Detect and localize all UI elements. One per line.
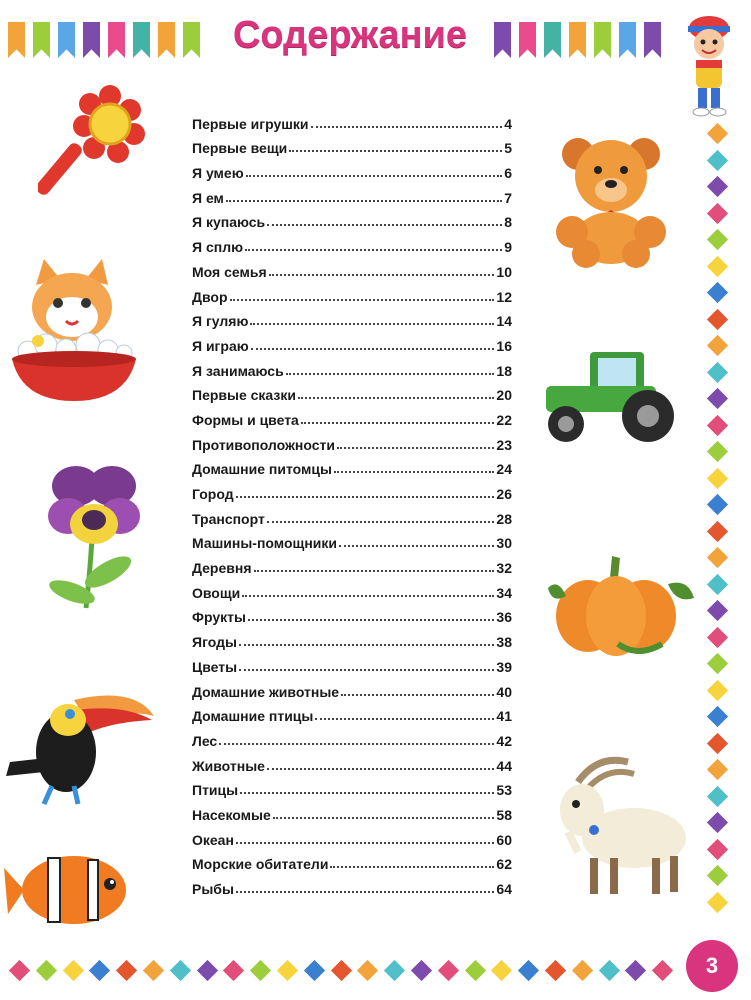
diamond-decoration bbox=[598, 960, 619, 981]
toc-entry-page: 14 bbox=[496, 313, 512, 330]
toc-entry-title: Первые сказки bbox=[192, 387, 296, 404]
toc-entry-title: Я занимаюсь bbox=[192, 362, 284, 379]
dot-leader bbox=[269, 274, 495, 276]
toc-entry bbox=[192, 724, 512, 749]
diamond-decoration bbox=[464, 960, 485, 981]
toc-entry-page: 6 bbox=[504, 165, 512, 182]
toc-entry bbox=[192, 527, 512, 552]
dot-leader bbox=[242, 595, 494, 597]
toc-entry bbox=[192, 774, 512, 799]
dot-leader bbox=[311, 126, 503, 128]
diamond-decoration bbox=[707, 785, 728, 806]
diamond-decoration bbox=[707, 414, 728, 435]
dot-leader bbox=[337, 447, 494, 449]
diamond-decoration bbox=[707, 176, 728, 197]
bunting-flag bbox=[133, 22, 150, 58]
toc-entry-page: 36 bbox=[496, 609, 512, 626]
toc-entry bbox=[192, 625, 512, 650]
toc-entry-title: Цветы bbox=[192, 658, 238, 675]
diamond-decoration bbox=[707, 149, 728, 170]
toc-entry-title: Первые игрушки bbox=[192, 115, 309, 132]
dot-leader bbox=[254, 570, 495, 572]
diamond-decoration bbox=[707, 335, 728, 356]
toc-entry-title: Первые вещи bbox=[192, 140, 288, 157]
diamond-decoration bbox=[277, 960, 298, 981]
toc-entry-page: 39 bbox=[496, 658, 512, 675]
toc-entry-page: 44 bbox=[496, 757, 512, 774]
diamond-decoration bbox=[89, 960, 110, 981]
dot-leader bbox=[301, 422, 495, 424]
toc-entry-title: Животные bbox=[192, 757, 265, 774]
toc-entry-page: 42 bbox=[496, 732, 512, 749]
toc-entry-title: Я ем bbox=[192, 189, 224, 206]
dot-leader bbox=[239, 669, 494, 671]
table-of-contents bbox=[192, 107, 512, 897]
diamond-decoration bbox=[384, 960, 405, 981]
rattle-icon bbox=[38, 78, 148, 196]
diamond-decoration bbox=[707, 891, 728, 912]
toc-entry bbox=[192, 403, 512, 428]
diamond-decoration bbox=[707, 838, 728, 859]
diamond-decoration bbox=[518, 960, 539, 981]
toc-entry-page: 58 bbox=[496, 806, 512, 823]
toc-entry-page: 18 bbox=[496, 362, 512, 379]
diamond-decoration bbox=[707, 653, 728, 674]
diamond-decoration bbox=[411, 960, 432, 981]
diamond-decoration bbox=[707, 123, 728, 144]
dot-leader bbox=[248, 619, 495, 621]
toc-entry bbox=[192, 329, 512, 354]
diamond-decoration bbox=[707, 467, 728, 488]
diamond-decoration bbox=[707, 732, 728, 753]
toc-entry-title: Фрукты bbox=[192, 609, 246, 626]
toc-entry-title: Двор bbox=[192, 288, 228, 305]
toc-entry-title: Я гуляю bbox=[192, 313, 249, 330]
bunting-flag bbox=[158, 22, 175, 58]
dot-leader bbox=[339, 545, 494, 547]
diamond-decoration bbox=[707, 679, 728, 700]
dot-leader bbox=[226, 200, 502, 202]
toc-entry-page: 8 bbox=[504, 214, 512, 231]
toc-entry bbox=[192, 181, 512, 206]
toc-entry-page: 9 bbox=[504, 239, 512, 256]
bunting-flag bbox=[494, 22, 511, 58]
diamond-decoration bbox=[707, 308, 728, 329]
toc-entry-page: 12 bbox=[496, 288, 512, 305]
toc-entry-page: 53 bbox=[496, 782, 512, 799]
bunting-flag bbox=[619, 22, 636, 58]
diamond-decoration bbox=[707, 441, 728, 462]
toc-entry bbox=[192, 354, 512, 379]
toc-entry-page: 32 bbox=[496, 560, 512, 577]
toc-entry bbox=[192, 749, 512, 774]
dot-leader bbox=[334, 471, 495, 473]
toc-entry bbox=[192, 477, 512, 502]
toc-entry-title: Я умею bbox=[192, 165, 244, 182]
toc-entry-page: 10 bbox=[496, 263, 512, 280]
toc-entry bbox=[192, 551, 512, 576]
clownfish-icon bbox=[4, 850, 130, 930]
dot-leader bbox=[330, 866, 494, 868]
diamond-decoration bbox=[707, 229, 728, 250]
diamond-decoration bbox=[707, 812, 728, 833]
toc-entry-title: Домашние питомцы bbox=[192, 461, 332, 478]
bunting-flag bbox=[108, 22, 125, 58]
diamond-decoration bbox=[545, 960, 566, 981]
dot-leader bbox=[230, 299, 495, 301]
bunting-flag bbox=[58, 22, 75, 58]
toc-entry-title: Я купаюсь bbox=[192, 214, 266, 231]
toc-entry-title: Транспорт bbox=[192, 510, 265, 527]
toc-entry-page: 30 bbox=[496, 535, 512, 552]
dot-leader bbox=[315, 718, 494, 720]
dot-leader bbox=[239, 644, 495, 646]
diamond-decoration bbox=[707, 388, 728, 409]
bunting-flag bbox=[544, 22, 561, 58]
diamond-decoration bbox=[652, 960, 673, 981]
bunting-flag bbox=[594, 22, 611, 58]
toc-entry bbox=[192, 650, 512, 675]
toc-entry-page: 20 bbox=[496, 387, 512, 404]
page-number: 3 bbox=[686, 940, 738, 992]
diamond-decoration bbox=[196, 960, 217, 981]
toc-entry-page: 23 bbox=[496, 436, 512, 453]
toc-entry bbox=[192, 700, 512, 725]
diamond-decoration bbox=[625, 960, 646, 981]
bunting-flag bbox=[569, 22, 586, 58]
toc-entry-title: Птицы bbox=[192, 782, 239, 799]
toc-entry-page: 7 bbox=[504, 189, 512, 206]
bunting-flag bbox=[519, 22, 536, 58]
dot-leader bbox=[267, 521, 495, 523]
diamond-decoration bbox=[707, 759, 728, 780]
diamond-decoration bbox=[223, 960, 244, 981]
toc-entry-page: 5 bbox=[504, 140, 512, 157]
diamond-decoration bbox=[330, 960, 351, 981]
toc-entry-page: 26 bbox=[496, 486, 512, 502]
diamond-decoration bbox=[707, 626, 728, 647]
toc-entry-title: Лес bbox=[192, 732, 218, 749]
dot-leader bbox=[341, 694, 494, 696]
toc-entry-page: 16 bbox=[496, 337, 512, 354]
dot-leader bbox=[251, 348, 495, 350]
toc-entry-title: Домашние животные bbox=[192, 683, 340, 700]
dot-leader bbox=[267, 224, 502, 226]
toc-entry-page: 4 bbox=[504, 115, 512, 132]
toc-entry bbox=[192, 156, 512, 181]
dot-leader bbox=[273, 817, 495, 819]
toc-entry bbox=[192, 428, 512, 453]
bunting-flag bbox=[33, 22, 50, 58]
toc-entry-page: 64 bbox=[496, 881, 512, 897]
toc-entry bbox=[192, 132, 512, 157]
dot-leader bbox=[246, 175, 503, 177]
toc-entry-title: Морские обитатели bbox=[192, 856, 329, 873]
toc-entry-page: 24 bbox=[496, 461, 512, 478]
toc-entry-title: Овощи bbox=[192, 584, 241, 601]
diamond-decoration bbox=[36, 960, 57, 981]
diamond-decoration bbox=[707, 361, 728, 382]
toucan-icon bbox=[4, 676, 154, 806]
toc-entry-title: Моя семья bbox=[192, 263, 267, 280]
toc-entry-title: Противоположности bbox=[192, 436, 335, 453]
diamond-decoration bbox=[357, 960, 378, 981]
toc-entry bbox=[192, 848, 512, 873]
toc-entry-page: 28 bbox=[496, 510, 512, 527]
pumpkin-icon bbox=[538, 548, 700, 658]
toc-entry-page: 22 bbox=[496, 411, 512, 428]
toc-entry bbox=[192, 823, 512, 848]
dot-leader bbox=[298, 397, 494, 399]
diamond-decoration bbox=[572, 960, 593, 981]
diamond-decoration bbox=[707, 520, 728, 541]
toc-entry bbox=[192, 255, 512, 280]
dot-leader bbox=[250, 323, 494, 325]
bunting-left bbox=[8, 22, 200, 66]
teddy-bear-icon bbox=[552, 132, 670, 268]
dot-leader bbox=[245, 249, 502, 251]
diamond-decoration bbox=[438, 960, 459, 981]
diamond-decoration bbox=[707, 255, 728, 276]
dot-leader bbox=[240, 792, 494, 794]
diamond-decoration bbox=[707, 494, 728, 515]
toc-entry-page: 41 bbox=[496, 708, 512, 725]
dot-leader bbox=[236, 496, 495, 498]
toc-entry-title: Деревня bbox=[192, 560, 252, 577]
boy-mascot-icon bbox=[678, 8, 740, 120]
bunting-flag bbox=[83, 22, 100, 58]
toc-entry bbox=[192, 305, 512, 330]
tractor-icon bbox=[536, 346, 686, 446]
dot-leader bbox=[267, 768, 494, 770]
toc-entry-title: Океан bbox=[192, 831, 234, 848]
diamond-decoration bbox=[707, 706, 728, 727]
diamond-decoration bbox=[491, 960, 512, 981]
toc-entry bbox=[192, 230, 512, 255]
diamond-decoration bbox=[707, 547, 728, 568]
dot-leader bbox=[289, 150, 502, 152]
toc-entry-title: Я сплю bbox=[192, 239, 244, 256]
dot-leader bbox=[219, 743, 494, 745]
dot-leader bbox=[286, 373, 495, 375]
diamond-decoration bbox=[9, 960, 30, 981]
toc-entry-page: 34 bbox=[496, 584, 512, 601]
toc-entry bbox=[192, 453, 512, 478]
toc-entry-title: Ягоды bbox=[192, 634, 237, 651]
diamond-decoration bbox=[304, 960, 325, 981]
bunting-flag bbox=[183, 22, 200, 58]
toc-entry bbox=[192, 280, 512, 305]
diamond-decoration bbox=[116, 960, 137, 981]
diamond-decoration bbox=[707, 282, 728, 303]
toc-entry-title: Насекомые bbox=[192, 806, 271, 823]
toc-entry bbox=[192, 379, 512, 404]
bunting-flag bbox=[8, 22, 25, 58]
toc-entry-page: 60 bbox=[496, 831, 512, 848]
dot-leader bbox=[236, 891, 495, 893]
toc-entry bbox=[192, 107, 512, 132]
toc-entry-title: Я играю bbox=[192, 337, 249, 354]
dot-leader bbox=[236, 842, 494, 844]
toc-entry bbox=[192, 502, 512, 527]
toc-entry-page: 40 bbox=[496, 683, 512, 700]
toc-entry-title: Машины-помощники bbox=[192, 535, 338, 552]
toc-entry-title: Формы и цвета bbox=[192, 411, 299, 428]
toc-entry-page: 38 bbox=[496, 634, 512, 651]
toc-entry-title: Домашние птицы bbox=[192, 708, 314, 725]
pansy-flower-icon bbox=[46, 462, 144, 612]
diamond-decoration bbox=[62, 960, 83, 981]
diamond-decoration bbox=[250, 960, 271, 981]
toc-entry bbox=[192, 798, 512, 823]
bunting-flag bbox=[644, 22, 661, 58]
toc-entry bbox=[192, 601, 512, 626]
diamond-decoration bbox=[143, 960, 164, 981]
goat-icon bbox=[538, 752, 698, 900]
bunting-right bbox=[494, 22, 661, 66]
page-title: Содержание bbox=[232, 14, 468, 56]
toc-entry bbox=[192, 675, 512, 700]
toc-entry bbox=[192, 576, 512, 601]
toc-entry-title: Рыбы bbox=[192, 881, 234, 897]
toc-entry bbox=[192, 872, 512, 897]
toc-entry-title: Город bbox=[192, 486, 234, 502]
toc-entry bbox=[192, 206, 512, 231]
diamond-decoration bbox=[707, 600, 728, 621]
kitten-in-bath-icon bbox=[8, 255, 140, 405]
toc-entry-page: 62 bbox=[496, 856, 512, 873]
diamond-decoration bbox=[170, 960, 191, 981]
diamond-decoration bbox=[707, 865, 728, 886]
diamond-decoration bbox=[707, 202, 728, 223]
diamond-decoration bbox=[707, 573, 728, 594]
